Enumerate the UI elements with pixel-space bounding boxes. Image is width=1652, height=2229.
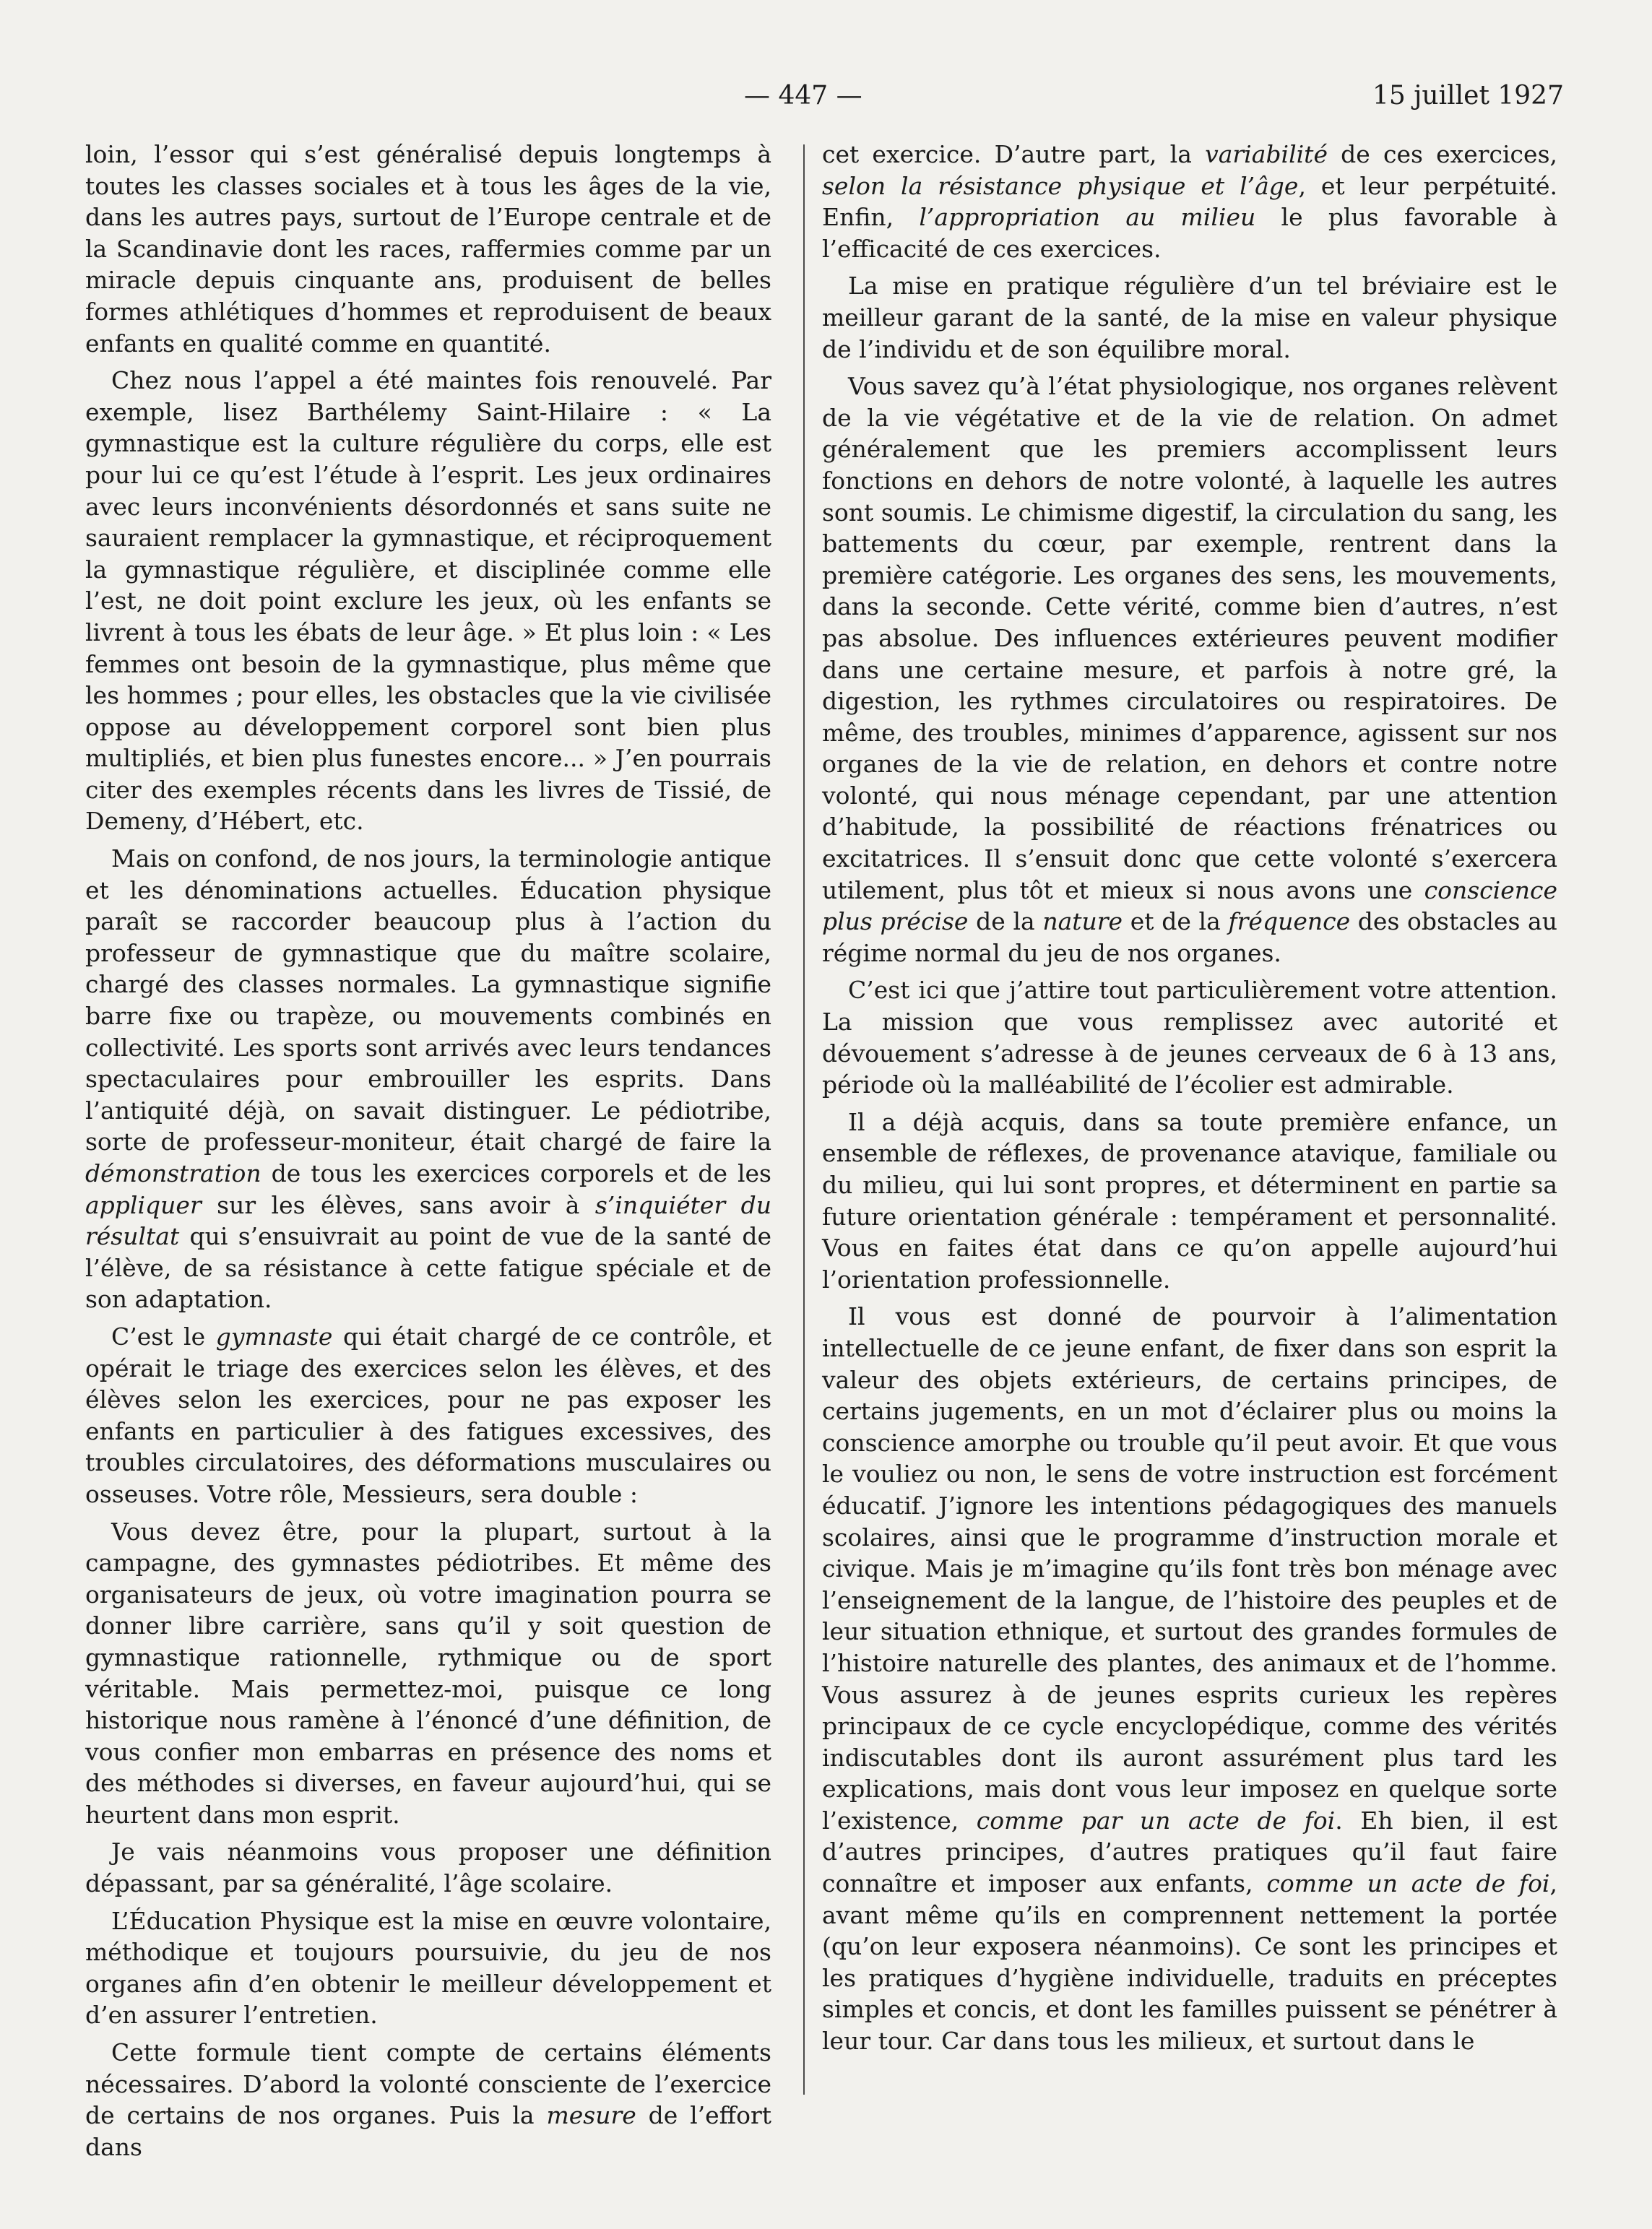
paragraph [85, 843, 771, 1315]
text-run: , et leur perpétuité. Enfin, [822, 171, 1557, 232]
italic-text: gymnaste [215, 1322, 333, 1351]
italic-text: appliquer [85, 1190, 202, 1219]
text-run: qui s’ensuivrait au point de vue de la santé de l’élève, de sa résistance à cette fatigue spéciale et de son adaptation. [85, 1222, 771, 1314]
italic-text: comme un acte de foi [1266, 1869, 1550, 1898]
paragraph [822, 1107, 1557, 1296]
text-run: des obstacles au régime normal du jeu de nos organes. [822, 907, 1557, 967]
paragraph [822, 974, 1557, 1100]
paragraph [85, 1905, 771, 2031]
text-run: Mais on confond, de nos jours, la terminologie antique et les dénominations actuelles. Éducation physique paraît se raccorder beaucoup plus à l’action du professeur de gymnastique que du maître scolaire, chargé des classes normales. La gymnastique signifie barre fixe ou trapèze, ou mouvements combinés en collectivité. Les sports sont arrivés avec leurs tendances spectaculaires pour embrouiller les esprits. Dans l’antiquité déjà, on savait distinguer. Le pédiotribe, sorte de professeur-moniteur, était chargé de faire la [85, 844, 771, 1156]
italic-text: nature [1042, 907, 1123, 936]
text-run: L’Éducation Physique est la mise en œuvre volontaire, méthodique et toujours poursuivie, du jeu de nos organes afin d’en obtenir le meilleur développement et d’en assurer l’entretien. [85, 1906, 771, 2030]
page-number: — 447 — [744, 81, 862, 111]
paragraph [822, 371, 1557, 969]
issue-date: 15 juillet 1927 [1372, 81, 1564, 111]
left-column [85, 139, 771, 2168]
page-header [0, 81, 1652, 124]
paragraph [85, 1516, 771, 1831]
text-run: de tous les exercices corporels et de les [261, 1159, 771, 1187]
italic-text: mesure [546, 2101, 636, 2130]
paragraph [85, 365, 771, 837]
column-divider [803, 144, 805, 2095]
text-run: C’est ici que j’attire tout particulièrement votre attention. La mission que vous remplissez avec autorité et dévouement s’adresse à de jeunes cerveaux de 6 à 13 ans, période où la malléabilité de l’écolier est admirable. [822, 976, 1557, 1099]
italic-text: s’inquiéter du résultat [85, 1190, 771, 1251]
text-run: cet exercice. D’autre part, la [822, 140, 1206, 168]
paragraph [822, 1301, 1557, 2056]
italic-text: variabilité [1205, 140, 1328, 168]
italic-text: démonstration [85, 1159, 261, 1187]
paragraph [85, 1836, 771, 1899]
paragraph [822, 270, 1557, 365]
text-run: qui était chargé de ce contrôle, et opérait le triage des exercices selon les élèves, et des élèves selon les exercices, pour ne pas exposer les enfants en particulier à des fatigues excessives, des troubles circulatoires, des déformations musculaires ou osseuses. Votre rôle, Messieurs, sera double : [85, 1322, 772, 1508]
italic-text: fréquence [1228, 907, 1351, 936]
text-run: loin, l’essor qui s’est généralisé depuis longtemps à toutes les classes sociales et à tous les âges de la vie, dans les autres pays, surtout de l’Europe centrale et de la Scandinavie dont les races, raffermies comme par un miracle depuis cinquante ans, produisent de belles formes athlétiques d’hommes et reproduisent de beaux enfants en qualité comme en quantité. [85, 140, 771, 358]
text-run: La mise en pratique régulière d’un tel bréviaire est le meilleur garant de la santé, de la mise en valeur physique de l’individu et de son équilibre moral. [822, 272, 1557, 363]
paragraph [85, 139, 771, 359]
text-run: de la [968, 907, 1043, 936]
text-run: Vous savez qu’à l’état physiologique, nos organes relèvent de la vie végétative et de la vie de relation. On admet généralement que les premiers accomplissent leurs fonctions en dehors de notre volonté, à laquelle les autres sont soumis. Le chimisme digestif, la circulation du sang, les battements du cœur, par exemple, rentrent dans la première catégorie. Les organes des sens, les mouvements, dans la seconde. Cette vérité, comme bien d’autres, n’est pas absolue. Des influences extérieures peuvent modifier dans une certaine mesure, et parfois à notre gré, la digestion, les rythmes circulatoires ou respiratoires. De même, des troubles, minimes d’apparence, agissent sur nos organes de la vie de relation, en dehors et contre notre volonté, qui nous ménage cependant, par une attention d’habitude, la possibilité de réactions frénatrices ou excitatrices. Il s’ensuit donc que cette volonté s’exercera utilement, plus tôt et mieux si nous avons une [822, 372, 1557, 904]
paragraph [85, 2037, 771, 2163]
text-run: et de la [1123, 907, 1229, 936]
italic-text: l’appropriation au milieu [919, 203, 1256, 232]
text-run: Il vous est donné de pourvoir à l’alimentation intellectuelle de ce jeune enfant, de fixer dans son esprit la valeur des objets extérieurs, de certains principes, de certains jugements, en un mot d’éclairer plus ou moins la conscience amorphe ou trouble qu’il peut avoir. Et que vous le vouliez ou non, le sens de votre instruction est forcément éducatif. J’ignore les intentions pédagogiques des manuels scolaires, ainsi que le programme d’instruction morale et civique. Mais je m’imagine qu’ils font très bon ménage avec l’enseignement de la langue, de l’histoire des peuples et de leur situation ethnique, et surtout des grandes formules de l’histoire naturelle des plantes, des animaux et de l’homme. Vous assurez à de jeunes esprits curieux les repères principaux de ce cycle encyclopédique, comme des vérités indiscutables dont ils auront assurément plus tard les explications, mais dont vous leur imposez en quelque sorte l’existence, [822, 1302, 1557, 1835]
text-run: C’est le [111, 1322, 216, 1351]
text-run: Vous devez être, pour la plupart, surtout à la campagne, des gymnastes pédiotribes. Et même des organisateurs de jeux, où votre imagination pourra se donner libre carrière, sans qu’il y soit question de gymnastique rationnelle, rythmique ou de sport véritable. Mais permettez-moi, puisque ce long historique nous ramène à l’énoncé d’une définition, de vous confier mon embarras en présence des noms et des méthodes si diverses, en faveur aujourd’hui, qui se heurtent dans mon esprit. [85, 1517, 771, 1829]
text-run: sur les élèves, sans avoir à [201, 1190, 595, 1219]
text-run: Je vais néanmoins vous proposer une définition dépassant, par sa généralité, l’âge scolaire. [85, 1838, 771, 1898]
italic-text: selon la résistance physique et l’âge [822, 171, 1299, 200]
paragraph [85, 1321, 771, 1510]
paragraph [822, 139, 1557, 264]
text-run: Il a déjà acquis, dans sa toute première enfance, un ensemble de réflexes, de provenance atavique, familiale ou du milieu, qui lui sont propres, et déterminent en partie sa future orientation générale : tempérament et personnalité. Vous en faites état dans ce qu’on appelle aujourd’hui l’orientation professionnelle. [822, 1107, 1557, 1294]
italic-text: conscience plus précise [822, 875, 1557, 936]
text-run: le plus favorable à l’efficacité de ces exercices. [822, 203, 1557, 263]
right-column [822, 139, 1557, 2063]
text-run: . Eh bien, il est d’autres principes, d’autres pratiques qu’il faut faire connaître et imposer aux enfants, [822, 1806, 1557, 1898]
text-run: de ces exercices, [1327, 140, 1557, 168]
text-run: Chez nous l’appel a été maintes fois renouvelé. Par exemple, lisez Barthélemy Saint-Hilaire : « La gymnastique est la culture régulière du corps, elle est pour lui ce qu’est l’étude à l’esprit. Les jeux ordinaires avec leurs inconvénients désordonnés et sans suite ne sauraient remplacer la gymnastique, et réciproquement la gymnastique régulière, et disciplinée comme elle l’est, ne doit point exclure les jeux, où les enfants se livrent à tous les ébats de leur âge. » Et plus loin : « Les femmes ont besoin de la gymnastique, plus même que les hommes ; pour elles, les obstacles que la vie civilisée oppose au développement corporel sont bien plus multipliés, et bien plus funestes encore... » J’en pourrais citer des exemples récents dans les livres de Tissié, de Demeny, d’Hébert, etc. [85, 366, 771, 836]
text-run: Cette formule tient compte de certains éléments nécessaires. D’abord la volonté consciente de l’exercice de certains de nos organes. Puis la [85, 2038, 771, 2130]
text-run: , avant même qu’ils en comprennent nettement la portée (qu’on leur exposera néanmoins). Ce sont les principes et les pratiques d’hygiène individuelle, traduits en préceptes simples et concis, et dont les familles puissent se pénétrer à leur tour. Car dans tous les milieux, et surtout dans le [822, 1869, 1557, 2056]
italic-text: comme par un acte de foi [976, 1806, 1336, 1835]
text-run: de l’effort dans [85, 2101, 771, 2161]
